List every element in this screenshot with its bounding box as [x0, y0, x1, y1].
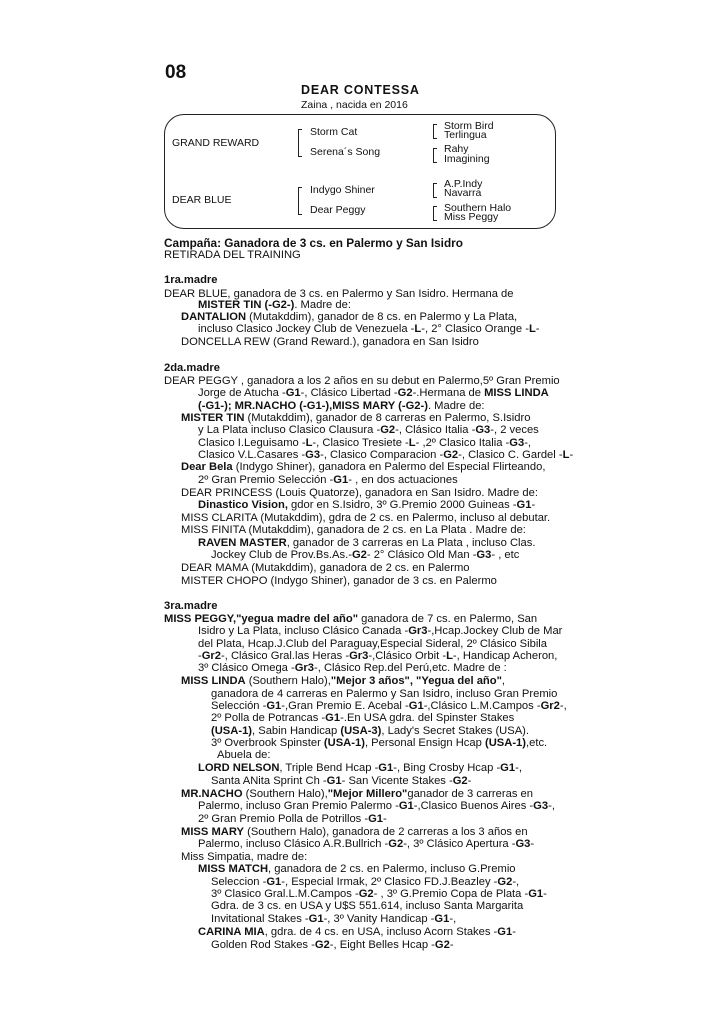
pedigree-ggp: Southern Halo [444, 202, 512, 214]
bold-text: Gr2 [201, 650, 222, 662]
bold-text: Dinastico Vision, [198, 499, 288, 511]
text: ganadora de 7 cs. en Palermo, San [358, 613, 538, 625]
text: -, [559, 700, 567, 712]
pedigree-dam: DEAR BLUE [172, 194, 232, 206]
text: DEAR BLUE, ganadora de 3 cs. en Palermo y San Isidro. Hermana de [164, 288, 514, 300]
text: - ,2º Clasico Italia - [415, 437, 510, 449]
text: Clasico I.Leguisamo - [198, 437, 306, 449]
text: ganadora de 4 carreras en Palermo y San Isidro, incluso Gran Premio [211, 688, 558, 700]
text: (Southern Halo), ganadora de 2 carreras a los 3 años en [243, 826, 528, 838]
bracket-sire [298, 129, 302, 157]
text: (Southern Halo), [245, 675, 331, 687]
bold-text: "Mejor 3 años", "Yegua del año" [330, 675, 502, 687]
text-line [181, 461, 545, 473]
bold-text: G2 [358, 888, 374, 900]
bold-text: G1 [528, 888, 544, 900]
text-line [198, 650, 557, 662]
text-line [181, 524, 526, 536]
bold-text: MISS MARY [181, 826, 244, 838]
pedigree-ggp: A.P.Indy [444, 178, 483, 190]
bold-text: G1 [378, 762, 394, 774]
text: DEAR PRINCESS (Louis Quatorze), ganadora en San Isidro. Madre de: [181, 487, 538, 499]
bold-text: Dear Bela [181, 461, 233, 473]
text-line [211, 913, 456, 925]
text-line [198, 424, 539, 436]
text-line [181, 826, 528, 838]
text-line [198, 813, 387, 825]
bold-text: Gr3 [294, 662, 315, 674]
bold-text: L [446, 650, 453, 662]
text: - San Vicente Stakes - [341, 775, 453, 787]
text-line [211, 888, 547, 900]
bold-text: MISS MATCH [198, 863, 269, 875]
text: . Madre de: [294, 299, 351, 311]
bold-text: G2 [434, 939, 450, 951]
text: incluso Clasico Jockey Club de Venezuela - [198, 323, 415, 335]
text-line [181, 512, 550, 524]
bracket-ggp-4 [433, 206, 437, 221]
text-line [181, 412, 530, 424]
text: , ganador de 3 carreras en La Plata , incluso Clas. [286, 537, 536, 549]
bold-text: Gr2 [540, 700, 560, 712]
bold-text: (-G1-); MR.NACHO (-G1-),MISS MARY (-G2-) [198, 400, 428, 412]
campaign-title: Campaña: Ganadora de 3 cs. en Palermo y San Isidro [164, 236, 463, 250]
text: -, Especial Irmak, 2º Clasico FD.J.Beazley - [281, 876, 498, 888]
pedigree-ggp: Rahy [444, 143, 469, 155]
bold-text: G1 [285, 387, 301, 399]
text: (Southern Halo), [242, 788, 328, 800]
horse-name: DEAR CONTESSA [301, 83, 420, 97]
text: 2º Polla de Potrancas - [211, 712, 326, 724]
text: , Sabin Handicap [252, 725, 341, 737]
bracket-ggp-3 [433, 183, 437, 198]
text: MISS FINITA (Mutakddim), ganadora de 2 cs. en La Plata . Madre de: [181, 524, 526, 536]
text: -, 3º Clásico Apertura - [403, 838, 516, 850]
text: , Triple Bend Hcap - [279, 762, 379, 774]
text-line [211, 549, 519, 561]
text: Palermo, incluso Gran Premio Palermo - [198, 800, 399, 812]
pedigree-dam-dam: Dear Peggy [310, 204, 366, 216]
text-line [198, 323, 540, 335]
text-line [211, 737, 547, 749]
bold-text: G2 [351, 549, 367, 561]
bold-text: G1 [398, 800, 414, 812]
pedigree-sire-sire: Storm Cat [310, 126, 358, 138]
text: Miss Simpatia, madre de: [181, 851, 308, 863]
text: -, [449, 913, 457, 925]
text-line [211, 775, 471, 787]
text-line [211, 900, 523, 912]
text: - [569, 449, 574, 461]
bold-text: L [305, 437, 313, 449]
bold-text: G1 [333, 474, 349, 486]
text-line [217, 749, 271, 761]
bold-text: G1 [497, 926, 513, 938]
pedigree-sire-dam: Serena´s Song [310, 146, 381, 158]
text: Invitational Stakes - [211, 913, 309, 925]
text: -, [524, 437, 532, 449]
bold-text: MR.NACHO [181, 788, 243, 800]
text: Seleccion - [211, 876, 267, 888]
text: - , etc [491, 549, 520, 561]
bold-text: G2 [388, 838, 404, 850]
text-line [181, 562, 470, 574]
bold-text: LORD NELSON [198, 762, 280, 774]
bold-text: G3 [476, 549, 492, 561]
bold-text: MISTER TIN [181, 412, 245, 424]
text-line [164, 613, 537, 625]
bold-text: G3 [509, 437, 525, 449]
text: DONCELLA REW (Grand Reward.), ganadora en San Isidro [181, 336, 479, 348]
text-line [211, 688, 557, 700]
text-line [211, 712, 514, 724]
text: Isidro y La Plata, incluso Clásico Canada - [198, 625, 409, 637]
text-line [181, 336, 479, 348]
text: ,etc. [526, 737, 548, 749]
bold-text: Gr3 [408, 625, 428, 637]
text: , [501, 675, 505, 687]
text: -, Clásico Libertad - [300, 387, 398, 399]
text: ganador de 3 carreras en [407, 788, 533, 800]
bold-text: G3 [533, 800, 549, 812]
text-line [164, 375, 560, 387]
text: , Lady's Secret Stakes (USA). [381, 725, 530, 737]
text: - [531, 499, 536, 511]
bold-text: G3 [475, 424, 491, 436]
text: , gdra. de 4 cs. en USA, incluso Acorn Stakes - [264, 926, 498, 938]
text-line [198, 499, 535, 511]
text-line [198, 638, 547, 650]
bracket-ggp-1 [433, 124, 437, 139]
horse-subtitle: Zaina , nacida en 2016 [301, 99, 408, 111]
text-line [198, 838, 534, 850]
text-line [198, 400, 485, 412]
text: -, Clasico C. Gardel - [458, 449, 563, 461]
bold-text: G1 [434, 913, 450, 925]
text: , Personal Ensign Hcap [364, 737, 485, 749]
text: y La Plata incluso Clasico Clausura - [198, 424, 381, 436]
pedigree-ggp: Terlingua [444, 129, 487, 141]
bold-text: DANTALION [181, 311, 247, 323]
bold-text: G1 [308, 913, 324, 925]
text: DEAR MAMA (Mutakddim), ganadora de 2 cs. en Palermo [181, 562, 470, 574]
text: -, Clásico Italia - [395, 424, 476, 436]
text: -, Handicap Acheron, [452, 650, 558, 662]
bold-text: (USA-1) [211, 725, 253, 737]
text: 2º Gran Premio Polla de Potrillos - [198, 813, 369, 825]
text: Jockey Club de Prov.Bs.As.- [211, 549, 352, 561]
text-line [164, 600, 218, 612]
bold-text: 2da.madre [164, 362, 220, 374]
bold-text: G2 [397, 387, 413, 399]
text: -,Clásico L.M.Campos - [423, 700, 541, 712]
text: DEAR PEGGY , ganadora a los 2 años en su debut en Palermo,5º Gran Premio [164, 375, 560, 387]
lot-number: 08 [165, 62, 187, 83]
bold-text: L [562, 449, 570, 461]
text-line [211, 876, 519, 888]
text: 2º Gran Premio Selección - [198, 474, 334, 486]
text: gdor en S.Isidro, 3º G.Premio 2000 Guineas - [287, 499, 517, 511]
bold-text: G2 [443, 449, 459, 461]
text: - [383, 813, 387, 825]
pedigree-dam-sire: Indygo Shiner [310, 184, 375, 196]
text: -, 2° Clasico Orange - [421, 323, 529, 335]
text-line [211, 939, 454, 951]
campaign-status: RETIRADA DEL TRAINING [164, 249, 301, 261]
text: -.En USA gdra. del Spinster Stakes [340, 712, 515, 724]
text-line [198, 537, 535, 549]
text: -, Clasico Comparacion - [320, 449, 444, 461]
text-line [198, 926, 516, 938]
text-line [198, 800, 555, 812]
text: - 2° Clásico Old Man - [366, 549, 477, 561]
bold-text: (USA-3) [340, 725, 382, 737]
text: - , 3º G.Premio Copa de Plata - [373, 888, 529, 900]
text: -, Bing Crosby Hcap - [393, 762, 501, 774]
text: Gdra. de 3 cs. en USA y U$S 551.614, incluso Santa Margarita [211, 900, 524, 912]
text: - , en dos actuaciones [348, 474, 458, 486]
bold-text: MISS LINDA [484, 387, 549, 399]
text: 3º Overbrook Spinster [211, 737, 324, 749]
text: , ganadora de 2 cs. en Palermo, incluso G.Premio [268, 863, 516, 875]
text: -,Hcap.Jockey Club de Mar [427, 625, 563, 637]
text: (Indygo Shiner), ganadora en Palermo del Especial Flirteando, [232, 461, 546, 473]
text: Santa ANita Sprint Ch - [211, 775, 327, 787]
text: (Mutakddim), ganador de 8 carreras en Palermo, S.Isidro [244, 412, 531, 424]
pedigree-ggp: Navarra [444, 187, 482, 199]
text-line [198, 625, 562, 637]
text-line [211, 700, 567, 712]
bold-text: RAVEN MASTER [198, 537, 287, 549]
bold-text: G1 [266, 876, 282, 888]
bold-text: G3 [515, 838, 531, 850]
text: - [535, 323, 540, 335]
bold-text: MISTER TIN (-G2-) [198, 299, 295, 311]
text-line [198, 863, 516, 875]
text: -,Clasico Buenos Aires - [413, 800, 534, 812]
bold-text: G1 [326, 775, 342, 787]
bold-text: G1 [408, 700, 424, 712]
bold-text: 1ra.madre [164, 274, 218, 286]
text: Abuela de: [217, 749, 271, 761]
text: -,Gran Premio E. Acebal - [281, 700, 409, 712]
bracket-ggp-2 [433, 148, 437, 163]
text: Golden Rod Stakes - [211, 939, 315, 951]
text-line [181, 788, 533, 800]
bold-text: G2 [314, 939, 330, 951]
bold-text: MISS PEGGY,"yegua madre del año" [164, 613, 359, 625]
text: del Plata, Hcap.J.Club del Paraguay,Especial Sideral, 2º Clásico Sibila [198, 638, 548, 650]
bold-text: G1 [325, 712, 341, 724]
pedigree-box [164, 114, 556, 229]
pedigree-ggp: Imagining [444, 153, 490, 165]
text: -, 2 veces [490, 424, 539, 436]
pedigree-ggp: Miss Peggy [444, 211, 499, 223]
text: - [543, 888, 547, 900]
bracket-dam [298, 187, 302, 215]
bold-text: G2 [380, 424, 396, 436]
bold-text: "Mejor Millero" [327, 788, 408, 800]
text: -, [548, 800, 555, 812]
text: -,Clásico Orbit - [368, 650, 447, 662]
bold-text: G1 [266, 700, 282, 712]
text: -, Clásico Gral.las Heras - [221, 650, 350, 662]
pedigree-sire: GRAND REWARD [172, 137, 260, 149]
text: Selección - [211, 700, 267, 712]
text: - [512, 926, 516, 938]
text: -, Clásico Rep.del Perú,etc. Madre de : [314, 662, 507, 674]
text: -, Eight Belles Hcap - [329, 939, 435, 951]
bold-text: L [414, 323, 422, 335]
text-line [211, 725, 529, 737]
bold-text: 3ra.madre [164, 600, 218, 612]
text-line [181, 487, 538, 499]
text: -, [515, 762, 522, 774]
text: - [449, 939, 454, 951]
text: Palermo, incluso Clásico A.R.Bullrich - [198, 838, 389, 850]
bold-text: L [408, 437, 416, 449]
text-line [198, 437, 531, 449]
text-line [164, 362, 220, 374]
bold-text: G1 [516, 499, 532, 511]
bold-text: G2 [452, 775, 468, 787]
text-line [181, 575, 497, 587]
pedigree-ggp: Storm Bird [444, 120, 494, 132]
text: -, [512, 876, 520, 888]
bold-text: G1 [368, 813, 384, 825]
bold-text: (USA-1) [323, 737, 365, 749]
bold-text: L [528, 323, 536, 335]
text: 3º Clásico Omega - [198, 662, 295, 674]
text: . Madre de: [427, 400, 485, 412]
text: - [530, 838, 535, 850]
text: Jorge de Atucha - [198, 387, 286, 399]
text: -.Hermana de [412, 387, 485, 399]
text-line [181, 851, 307, 863]
bold-text: (USA-1) [484, 737, 526, 749]
text-line [198, 474, 458, 486]
bold-text: Gr3 [349, 650, 369, 662]
text: MISS CLARITA (Mutakddim), gdra de 2 cs. en Palermo, incluso al debutar. [181, 512, 551, 524]
text-line [164, 274, 218, 286]
text-line [198, 662, 507, 674]
bold-text: CARINA MIA [198, 926, 265, 938]
text: 3º Clasico Gral.L.M.Campos - [211, 888, 359, 900]
text: -, 3º Vanity Handicap - [323, 913, 435, 925]
bold-text: G2 [497, 876, 513, 888]
text: -, Clasico Tresiete - [312, 437, 409, 449]
bold-text: G3 [305, 449, 321, 461]
bold-text: G1 [500, 762, 516, 774]
text-line [198, 387, 549, 399]
text-line [198, 762, 522, 774]
text: (Mutakddim), ganador de 8 cs. en Palermo y La Plata, [246, 311, 518, 323]
text: - [467, 775, 472, 787]
text: - [198, 650, 202, 662]
text-line [181, 675, 505, 687]
text-line [198, 299, 351, 311]
text-line [198, 449, 573, 461]
text-line [181, 311, 517, 323]
text: MISTER CHOPO (Indygo Shiner), ganador de 3 cs. en Palermo [181, 575, 497, 587]
bold-text: MISS LINDA [181, 675, 246, 687]
text: Clasico V.L.Casares - [198, 449, 306, 461]
